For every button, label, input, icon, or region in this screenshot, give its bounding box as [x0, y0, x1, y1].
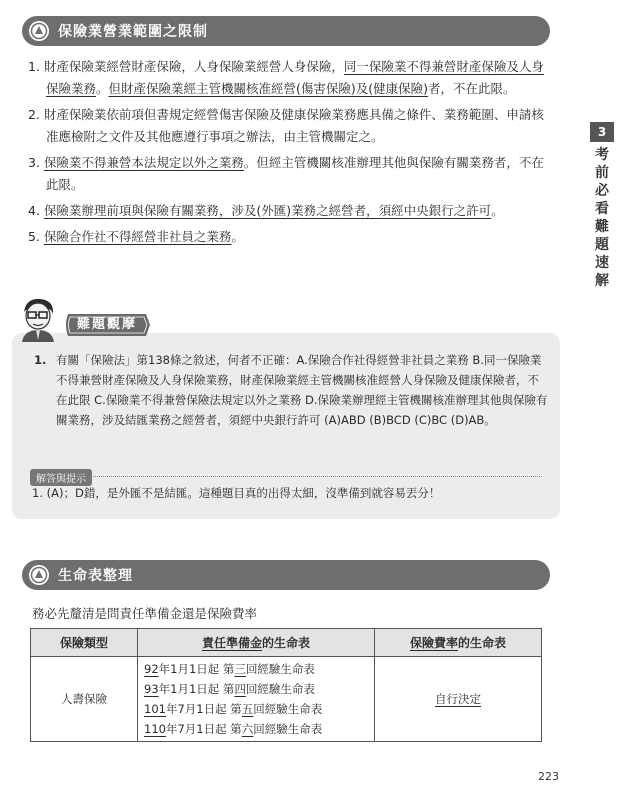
section-intro: 務必先釐清是問責任準備金還是保險費率	[32, 606, 258, 621]
question-body: 有關「保險法」第138條之敘述，何者不正確：A.保險合作社得經營非社員之業務 B.同一保險業不得兼營財產保險及人身保險業務，財產保險業經主管機關核准經營人身保險及健康保險者，不在此限 C.保險業不得兼營保險法規定以外之業務 D.保險業辦理經主管機關核准辦理其他與保險有關業務，涉及結匯業務之經營者，須經中央銀行許可 (A)ABD (B)BCD (C)BC (D)AB。	[56, 353, 548, 427]
underlined-text: 保險業不得兼營本法規定以外之業務	[43, 155, 244, 170]
chapter-number: 3	[590, 122, 614, 142]
header-insurance-type: 保險類型	[31, 629, 138, 657]
answer-label: 解答與提示	[30, 469, 92, 486]
rule-item	[28, 104, 548, 148]
emblem-icon	[28, 20, 50, 42]
rule-text: 財產保險業經營財產保險，人身保險業經營人身保險，	[43, 59, 344, 74]
rule-item	[28, 56, 548, 100]
underlined-text: 但財產保險業經主管機關核准經營(傷害保險)及(健康保險)	[108, 81, 429, 96]
underlined-text: 保險合作社不得經營非社員之業務	[43, 229, 232, 244]
reserve-table-line: 92年1月1日起 第三回經驗生命表	[144, 662, 315, 676]
rule-number: 5.	[28, 229, 44, 244]
header-reserve: 責任準備金的生命表	[138, 629, 375, 657]
dotted-divider	[90, 476, 542, 477]
underlined-text: 保險業辦理前項與保險有關業務，涉及(外匯)業務之經營者，須經中央銀行之許可	[43, 203, 492, 218]
rules-list	[28, 56, 548, 252]
header-premium-rate: 保險費率的生命表	[375, 629, 542, 657]
reserve-tables-cell	[138, 657, 375, 742]
underlined-text: 同一保險業不得兼營財產保險及人身保險業務	[46, 59, 544, 96]
question-number: 1.	[34, 353, 47, 367]
rule-text: 。但經主管機關核准辦理其他與保險有關業務者，不在此限。	[46, 155, 544, 192]
question-text	[34, 350, 550, 430]
rule-number: 2.	[28, 107, 44, 122]
rule-item	[28, 226, 548, 248]
rule-text: 者，不在此限。	[428, 81, 516, 96]
reserve-table-line: 93年1月1日起 第四回經驗生命表	[144, 682, 315, 696]
rule-text: 財產保險業依前項但書規定經營傷害保險及健康保險業務應具備之條件、業務範圍、申請核准應檢附之文件及其他應遵行事項之辦法，由主管機關定之。	[43, 107, 544, 144]
rule-item	[28, 152, 548, 196]
teacher-avatar-icon	[16, 296, 60, 342]
table-header-row	[31, 629, 542, 657]
section-title: 保險業營業範圍之限制	[58, 24, 208, 40]
insurance-type-cell: 人壽保險	[31, 657, 138, 742]
section-header-scope	[22, 16, 550, 46]
table-row	[31, 657, 542, 742]
badge-label: 難題觀摩	[76, 317, 137, 332]
premium-rate-cell: 自行決定	[375, 657, 542, 742]
rule-text: 。	[491, 203, 504, 218]
chapter-title: 考 前 必 看 難 題 速 解	[595, 147, 609, 289]
chapter-tab	[590, 122, 614, 290]
life-table	[30, 628, 542, 742]
rule-text: 。	[96, 81, 109, 96]
rule-number: 4.	[28, 203, 44, 218]
reserve-table-line: 101年7月1日起 第五回經驗生命表	[144, 702, 323, 716]
emblem-icon	[28, 564, 50, 586]
rule-number: 3.	[28, 155, 44, 170]
rule-number: 1.	[28, 59, 44, 74]
section-title: 生命表整理	[58, 568, 133, 584]
rule-item	[28, 200, 548, 222]
reserve-table-line: 110年7月1日起 第六回經驗生命表	[144, 722, 323, 736]
section-header-life-table	[22, 560, 550, 590]
page-number: 223	[538, 770, 559, 783]
rule-text: 。	[231, 229, 244, 244]
answer-text: 1. (A)；D錯，是外匯不是結匯。這種題目真的出得太細，沒準備到就容易丟分！	[32, 486, 441, 500]
